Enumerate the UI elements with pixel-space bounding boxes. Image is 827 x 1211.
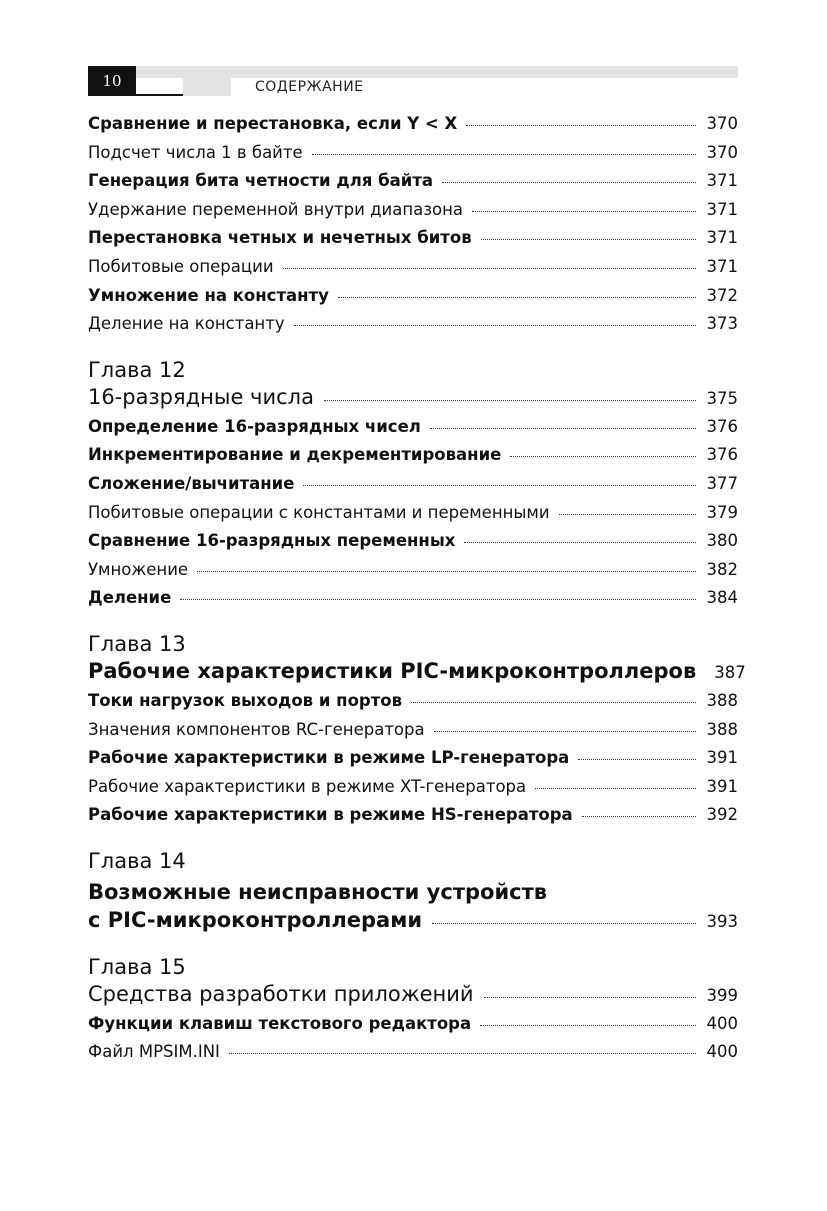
dot-leader <box>578 759 696 760</box>
dot-leader <box>510 456 696 457</box>
toc-entry-title: Умножение <box>88 559 189 579</box>
chapter-page: 375 <box>706 388 738 408</box>
toc-entry[interactable] <box>88 474 738 503</box>
toc-entry-title: Сложение/вычитание <box>88 473 295 493</box>
toc-entry-page: 377 <box>706 473 738 493</box>
toc-entry-title: Определение 16-разрядных чисел <box>88 416 421 436</box>
toc-entry-page: 400 <box>706 1042 738 1062</box>
dot-leader <box>472 211 696 212</box>
dot-leader <box>229 1053 696 1054</box>
dot-leader <box>480 1025 696 1026</box>
toc-entry[interactable] <box>88 314 738 343</box>
toc-entry-page: 376 <box>706 416 738 436</box>
toc-entry-title: Умножение на константу <box>88 285 329 305</box>
toc-entry-page: 372 <box>706 285 738 305</box>
toc-entry-page: 370 <box>706 114 738 133</box>
chapter-page: 393 <box>706 911 738 931</box>
chapter-title[interactable] <box>88 385 738 417</box>
toc-entry[interactable] <box>88 143 738 172</box>
toc-entry[interactable] <box>88 286 738 315</box>
running-title: СОДЕРЖАНИЕ <box>255 79 364 95</box>
page-number-underline <box>136 94 183 96</box>
dot-leader <box>434 731 696 732</box>
table-of-contents <box>88 114 746 1071</box>
toc-entry-page: 391 <box>706 776 738 796</box>
dot-leader <box>283 268 696 269</box>
toc-entry[interactable] <box>88 805 738 834</box>
chapter-label: Глава 14 <box>88 848 186 873</box>
toc-entry-title: Файл MPSIM.INI <box>88 1042 220 1062</box>
dot-leader <box>294 325 696 326</box>
chapter-page: 399 <box>706 985 738 1005</box>
toc-entry[interactable] <box>88 531 738 560</box>
dot-leader <box>582 816 696 817</box>
chapter-title[interactable] <box>88 908 738 940</box>
chapter-title-text: Средства разработки приложений <box>88 981 474 1006</box>
chapter-title-text: Возможные неисправности устройств <box>88 879 548 904</box>
toc-entry-page: 382 <box>706 559 738 579</box>
toc-entry-title: Рабочие характеристики в режиме HS-генератора <box>88 805 573 825</box>
toc-entry-title: Деление на константу <box>88 314 285 334</box>
dot-leader <box>430 428 696 429</box>
chapter-title[interactable] <box>88 982 738 1014</box>
chapter-page: 387 <box>714 662 746 682</box>
toc-entry-page: 388 <box>706 690 738 710</box>
toc-entry-page: 384 <box>706 588 738 608</box>
toc-entry[interactable] <box>88 114 738 143</box>
toc-entry-title: Рабочие характеристики в режиме LP-генератора <box>88 748 570 768</box>
toc-entry-title: Удержание переменной внутри диапазона <box>88 199 464 219</box>
chapter-label: Глава 15 <box>88 954 186 979</box>
toc-entry[interactable] <box>88 417 738 446</box>
toc-entry-title: Перестановка четных и нечетных битов <box>88 228 472 248</box>
dot-leader <box>442 182 696 183</box>
dot-leader <box>432 923 696 924</box>
header-band <box>88 66 738 78</box>
chapter-title-text: 16-разрядные числа <box>88 384 314 409</box>
toc-entry-title: Токи нагрузок выходов и портов <box>88 690 403 710</box>
toc-entry[interactable] <box>88 503 738 532</box>
toc-entry-title: Инкрементирование и декрементирование <box>88 445 502 465</box>
toc-entry-title: Подсчет числа 1 в байте <box>88 142 303 162</box>
toc-entry-page: 392 <box>706 805 738 825</box>
toc-entry-page: 371 <box>706 256 738 276</box>
dot-leader <box>559 514 696 515</box>
toc-entry-title: Сравнение и перестановка, если Y < X <box>88 114 458 133</box>
toc-entry[interactable] <box>88 560 738 589</box>
toc-entry-page: 380 <box>706 531 738 551</box>
toc-entry-title: Значения компонентов RC-генератора <box>88 719 425 739</box>
dot-leader <box>481 239 696 240</box>
chapter-label: Глава 13 <box>88 631 186 656</box>
toc-entry-page: 379 <box>706 502 738 522</box>
toc-entry-page: 376 <box>706 445 738 465</box>
toc-entry-title: Генерация бита четности для байта <box>88 171 434 191</box>
page-number: 10 <box>88 66 136 96</box>
toc-entry-page: 400 <box>706 1013 738 1033</box>
toc-entry[interactable] <box>88 1014 738 1043</box>
toc-entry-page: 391 <box>706 748 738 768</box>
toc-entry[interactable] <box>88 171 738 200</box>
toc-entry-title: Функции клавиш текстового редактора <box>88 1013 472 1033</box>
toc-entry-title: Рабочие характеристики в режиме XT-генератора <box>88 776 527 796</box>
toc-entry[interactable] <box>88 1042 738 1071</box>
toc-entry[interactable] <box>88 748 738 777</box>
toc-entry-title: Побитовые операции с константами и переменными <box>88 502 550 522</box>
toc-entry-page: 371 <box>706 171 738 191</box>
header-band-notch <box>183 78 231 96</box>
dot-leader <box>180 599 696 600</box>
toc-entry[interactable] <box>88 445 738 474</box>
toc-entry-page: 370 <box>706 142 738 162</box>
dot-leader <box>312 154 696 155</box>
toc-entry-title: Побитовые операции <box>88 256 274 276</box>
toc-entry[interactable] <box>88 588 738 617</box>
toc-entry[interactable] <box>88 257 738 286</box>
chapter-title[interactable] <box>88 658 746 691</box>
dot-leader <box>535 788 696 789</box>
dot-leader <box>338 297 696 298</box>
toc-entry[interactable] <box>88 777 738 806</box>
toc-entry-page: 371 <box>706 199 738 219</box>
chapter-label: Глава 12 <box>88 357 186 382</box>
toc-entry-page: 388 <box>706 719 738 739</box>
dot-leader <box>411 702 696 703</box>
toc-entry[interactable] <box>88 691 738 720</box>
toc-entry[interactable] <box>88 720 738 749</box>
toc-entry-title: Деление <box>88 588 172 608</box>
toc-entry-title: Сравнение 16-разрядных переменных <box>88 531 456 551</box>
toc-entry-page: 373 <box>706 314 738 334</box>
toc-entry[interactable] <box>88 228 738 257</box>
dot-leader <box>484 997 696 998</box>
dot-leader <box>197 571 696 572</box>
dot-leader <box>466 125 696 126</box>
chapter-title-text: с PIC-микроконтроллерами <box>88 907 423 932</box>
toc-entry-page: 371 <box>706 228 738 248</box>
chapter-title-text: Рабочие характеристики PIC-микроконтроллеров <box>88 658 697 683</box>
dot-leader <box>303 485 696 486</box>
dot-leader <box>464 542 696 543</box>
dot-leader <box>324 400 696 401</box>
toc-entry[interactable] <box>88 200 738 229</box>
